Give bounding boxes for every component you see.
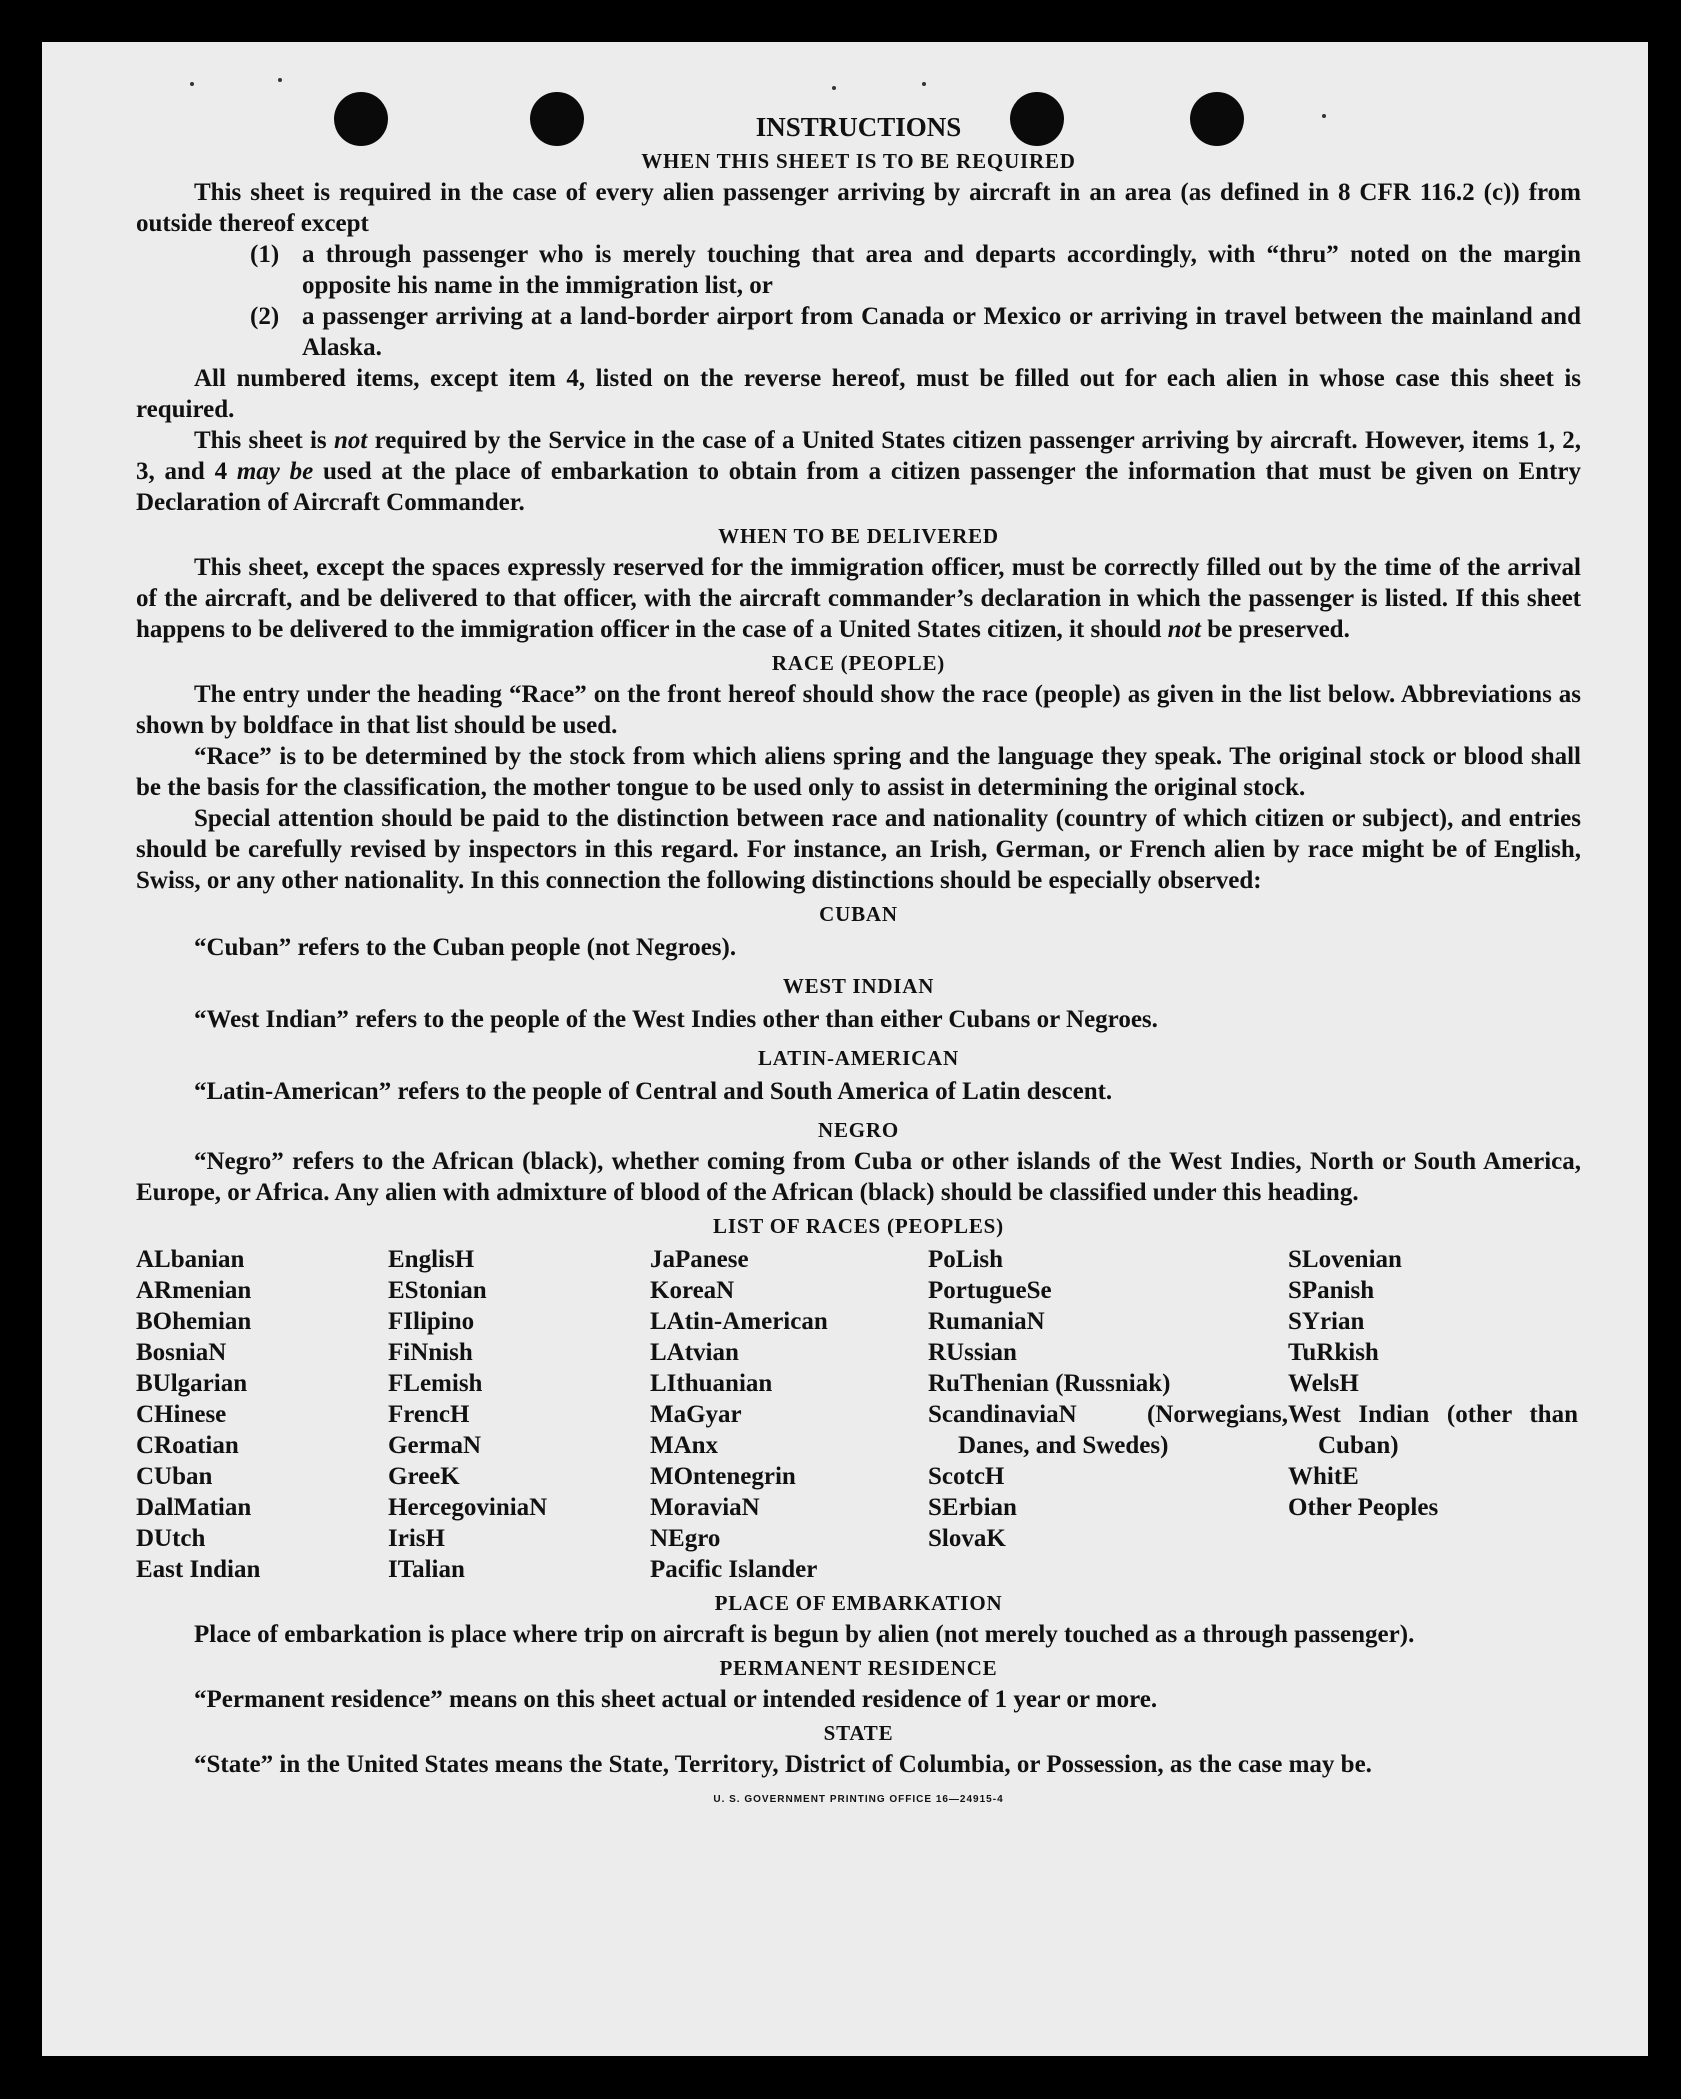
exception-number: (1): [250, 241, 280, 268]
document-sheet: [42, 42, 1648, 2056]
race-entry: Other Peoples: [1288, 1494, 1439, 1521]
race-entry: MOntenegrin: [650, 1463, 796, 1490]
race-entry: JaPanese: [650, 1246, 749, 1273]
race-entry: SlovaK: [928, 1525, 1006, 1552]
races-list: [136, 1244, 1581, 1585]
race-entry: LIthuanian: [650, 1370, 773, 1397]
race-entry: PortugueSe: [928, 1277, 1052, 1304]
speck: [190, 82, 194, 86]
negro-definition: “Negro” refers to the African (black), whether coming from Cuba or other islands of the West Indies, North or South America, Europe, or Africa. Any alien with admixture of blood of the African (black) should be classified under this heading.: [136, 1148, 1581, 1206]
residence-definition: “Permanent residence” means on this sheet actual or intended residence of 1 year or more.: [194, 1686, 1158, 1713]
race-entry: BosniaN: [136, 1339, 227, 1366]
race-entry: EnglisH: [388, 1246, 475, 1273]
race-entry: MoraviaN: [650, 1494, 760, 1521]
heading-west-indian: WEST INDIAN: [782, 974, 935, 998]
race-entry: TuRkish: [1288, 1339, 1379, 1366]
exception-text: a through passenger who is merely touching that area and departs accordingly, with “thru” noted on the margin opposite his name in the immigration list, or: [302, 241, 1581, 299]
heading-permanent-residence: PERMANENT RESIDENCE: [719, 1656, 998, 1680]
west-indian-definition: “West Indian” refers to the people of the West Indies other than either Cubans or Negroes.: [194, 1006, 1158, 1033]
race-entry: RUssian: [928, 1339, 1017, 1366]
race-paragraph-3: Special attention should be paid to the distinction between race and nationality (country of which citizen or subject), and entries should be carefully revised by inspectors in this regard. For instance, an Irish, German, or French alien by race might be of English, Swiss, or any other nationality. In this connection the following distinctions should be especially observed:: [136, 805, 1581, 894]
race-entry: SErbian: [928, 1494, 1017, 1521]
state-definition: “State” in the United States means the State, Territory, District of Columbia, or Possession, as the case may be.: [194, 1751, 1372, 1778]
race-paragraph-1: The entry under the heading “Race” on the front hereof should show the race (people) as given in the list below. Abbreviations as shown by boldface in that list should be used.: [136, 681, 1581, 739]
required-intro: This sheet is required in the case of every alien passenger arriving by aircraft in an area (as defined in 8 CFR 116.2 (c)) from outside thereof except: [136, 179, 1581, 237]
race-entry: MaGyar: [650, 1401, 742, 1428]
instructions-content: [136, 112, 1581, 1815]
race-entry: ScotcH: [928, 1463, 1005, 1490]
race-entry: BOhemian: [136, 1308, 252, 1335]
delivered-paragraph: This sheet, except the spaces expressly reserved for the immigration officer, must be correctly filled out by the time of the arrival of the aircraft, and be delivered to that officer, with the aircraft commander’s declaration in which the passenger is listed. If this sheet happens to be delivered to the immigration officer in the case of a United States citizen, it should not be preserved.: [136, 554, 1581, 643]
heading-latin-american: LATIN-AMERICAN: [758, 1046, 959, 1070]
page-title: INSTRUCTIONS: [755, 112, 962, 142]
race-entry: NEgro: [650, 1525, 721, 1552]
speck: [922, 82, 926, 86]
race-entry: RumaniaN: [928, 1308, 1045, 1335]
required-paragraph-2: All numbered items, except item 4, listed on the reverse hereof, must be filled out for each alien in whose case this sheet is required.: [136, 365, 1581, 423]
race-entry: KoreaN: [650, 1277, 735, 1304]
heading-list-of-races: LIST OF RACES (PEOPLES): [713, 1214, 1004, 1238]
heading-when-required: WHEN THIS SHEET IS TO BE REQUIRED: [641, 149, 1076, 173]
race-entry: Pacific Islander: [650, 1556, 818, 1583]
races-column-5: [1288, 1244, 1578, 1585]
race-entry: FrencH: [388, 1401, 470, 1428]
races-column-3: [650, 1244, 928, 1585]
race-entry: EStonian: [388, 1277, 487, 1304]
race-entry: ALbanian: [136, 1246, 245, 1273]
heading-race: RACE (PEOPLE): [771, 651, 946, 675]
race-entry: FiNnish: [388, 1339, 473, 1366]
race-entry: SPanish: [1288, 1277, 1375, 1304]
race-entry: WelsH: [1288, 1370, 1359, 1397]
race-entry: West Indian (other than Cuban): [1288, 1401, 1578, 1459]
speck: [278, 78, 282, 82]
race-entry: BUlgarian: [136, 1370, 248, 1397]
race-entry: CHinese: [136, 1401, 227, 1428]
race-entry: IrisH: [388, 1525, 445, 1552]
races-column-4: [928, 1244, 1288, 1585]
heading-cuban: CUBAN: [819, 902, 898, 926]
heading-when-delivered: WHEN TO BE DELIVERED: [718, 524, 999, 548]
race-entry: RuThenian (Russniak): [928, 1370, 1171, 1397]
race-entry: LAtvian: [650, 1339, 739, 1366]
race-entry: ITalian: [388, 1556, 465, 1583]
race-entry: CUban: [136, 1463, 213, 1490]
race-entry: ARmenian: [136, 1277, 252, 1304]
heading-negro: NEGRO: [817, 1118, 899, 1142]
required-paragraph-3: This sheet is not required by the Service in the case of a United States citizen passenger arriving by aircraft. However, items 1, 2, 3, and 4 may be used at the place of embarkation to obtain from a citizen passenger the information that must be given on Entry Declaration of Aircraft Commander.: [136, 427, 1581, 516]
embarkation-definition: Place of embarkation is place where trip on aircraft is begun by alien (not merely touched as a through passenger).: [194, 1621, 1415, 1648]
race-entry: MAnx: [650, 1432, 719, 1459]
race-entry: FIlipino: [388, 1308, 475, 1335]
race-entry: DUtch: [136, 1525, 206, 1552]
exception-item: [250, 301, 1581, 363]
race-entry: LAtin-American: [650, 1308, 828, 1335]
speck: [832, 86, 836, 90]
races-column-2: [388, 1244, 650, 1585]
race-entry: HercegoviniaN: [388, 1494, 548, 1521]
race-entry: East Indian: [136, 1556, 261, 1583]
exception-number: (2): [250, 303, 280, 330]
race-entry: SYrian: [1288, 1308, 1365, 1335]
heading-state: STATE: [823, 1721, 894, 1745]
race-entry: DalMatian: [136, 1494, 252, 1521]
race-entry: ScandinaviaN (Norwegians, Danes, and Swedes): [928, 1401, 1288, 1459]
race-entry: GermaN: [388, 1432, 482, 1459]
cuban-definition: “Cuban” refers to the Cuban people (not Negroes).: [194, 934, 737, 961]
race-entry: GreeK: [388, 1463, 460, 1490]
exception-item: [250, 239, 1581, 301]
races-column-1: [136, 1244, 388, 1585]
printing-office-footer: U. S. GOVERNMENT PRINTING OFFICE 16—24915-4: [713, 1794, 1004, 1805]
race-entry: WhitE: [1288, 1463, 1359, 1490]
race-entry: FLemish: [388, 1370, 483, 1397]
latin-american-definition: “Latin-American” refers to the people of Central and South America of Latin descent.: [194, 1078, 1113, 1105]
race-paragraph-2: “Race” is to be determined by the stock from which aliens spring and the language they speak. The original stock or blood shall be the basis for the classification, the mother tongue to be used only to assist in determining the original stock.: [136, 743, 1581, 801]
heading-place-of-embarkation: PLACE OF EMBARKATION: [714, 1591, 1003, 1615]
race-entry: PoLish: [928, 1246, 1004, 1273]
exception-text: a passenger arriving at a land-border airport from Canada or Mexico or arriving in travel between the mainland and Alaska.: [302, 303, 1581, 361]
race-entry: SLovenian: [1288, 1246, 1402, 1273]
race-entry: CRoatian: [136, 1432, 239, 1459]
